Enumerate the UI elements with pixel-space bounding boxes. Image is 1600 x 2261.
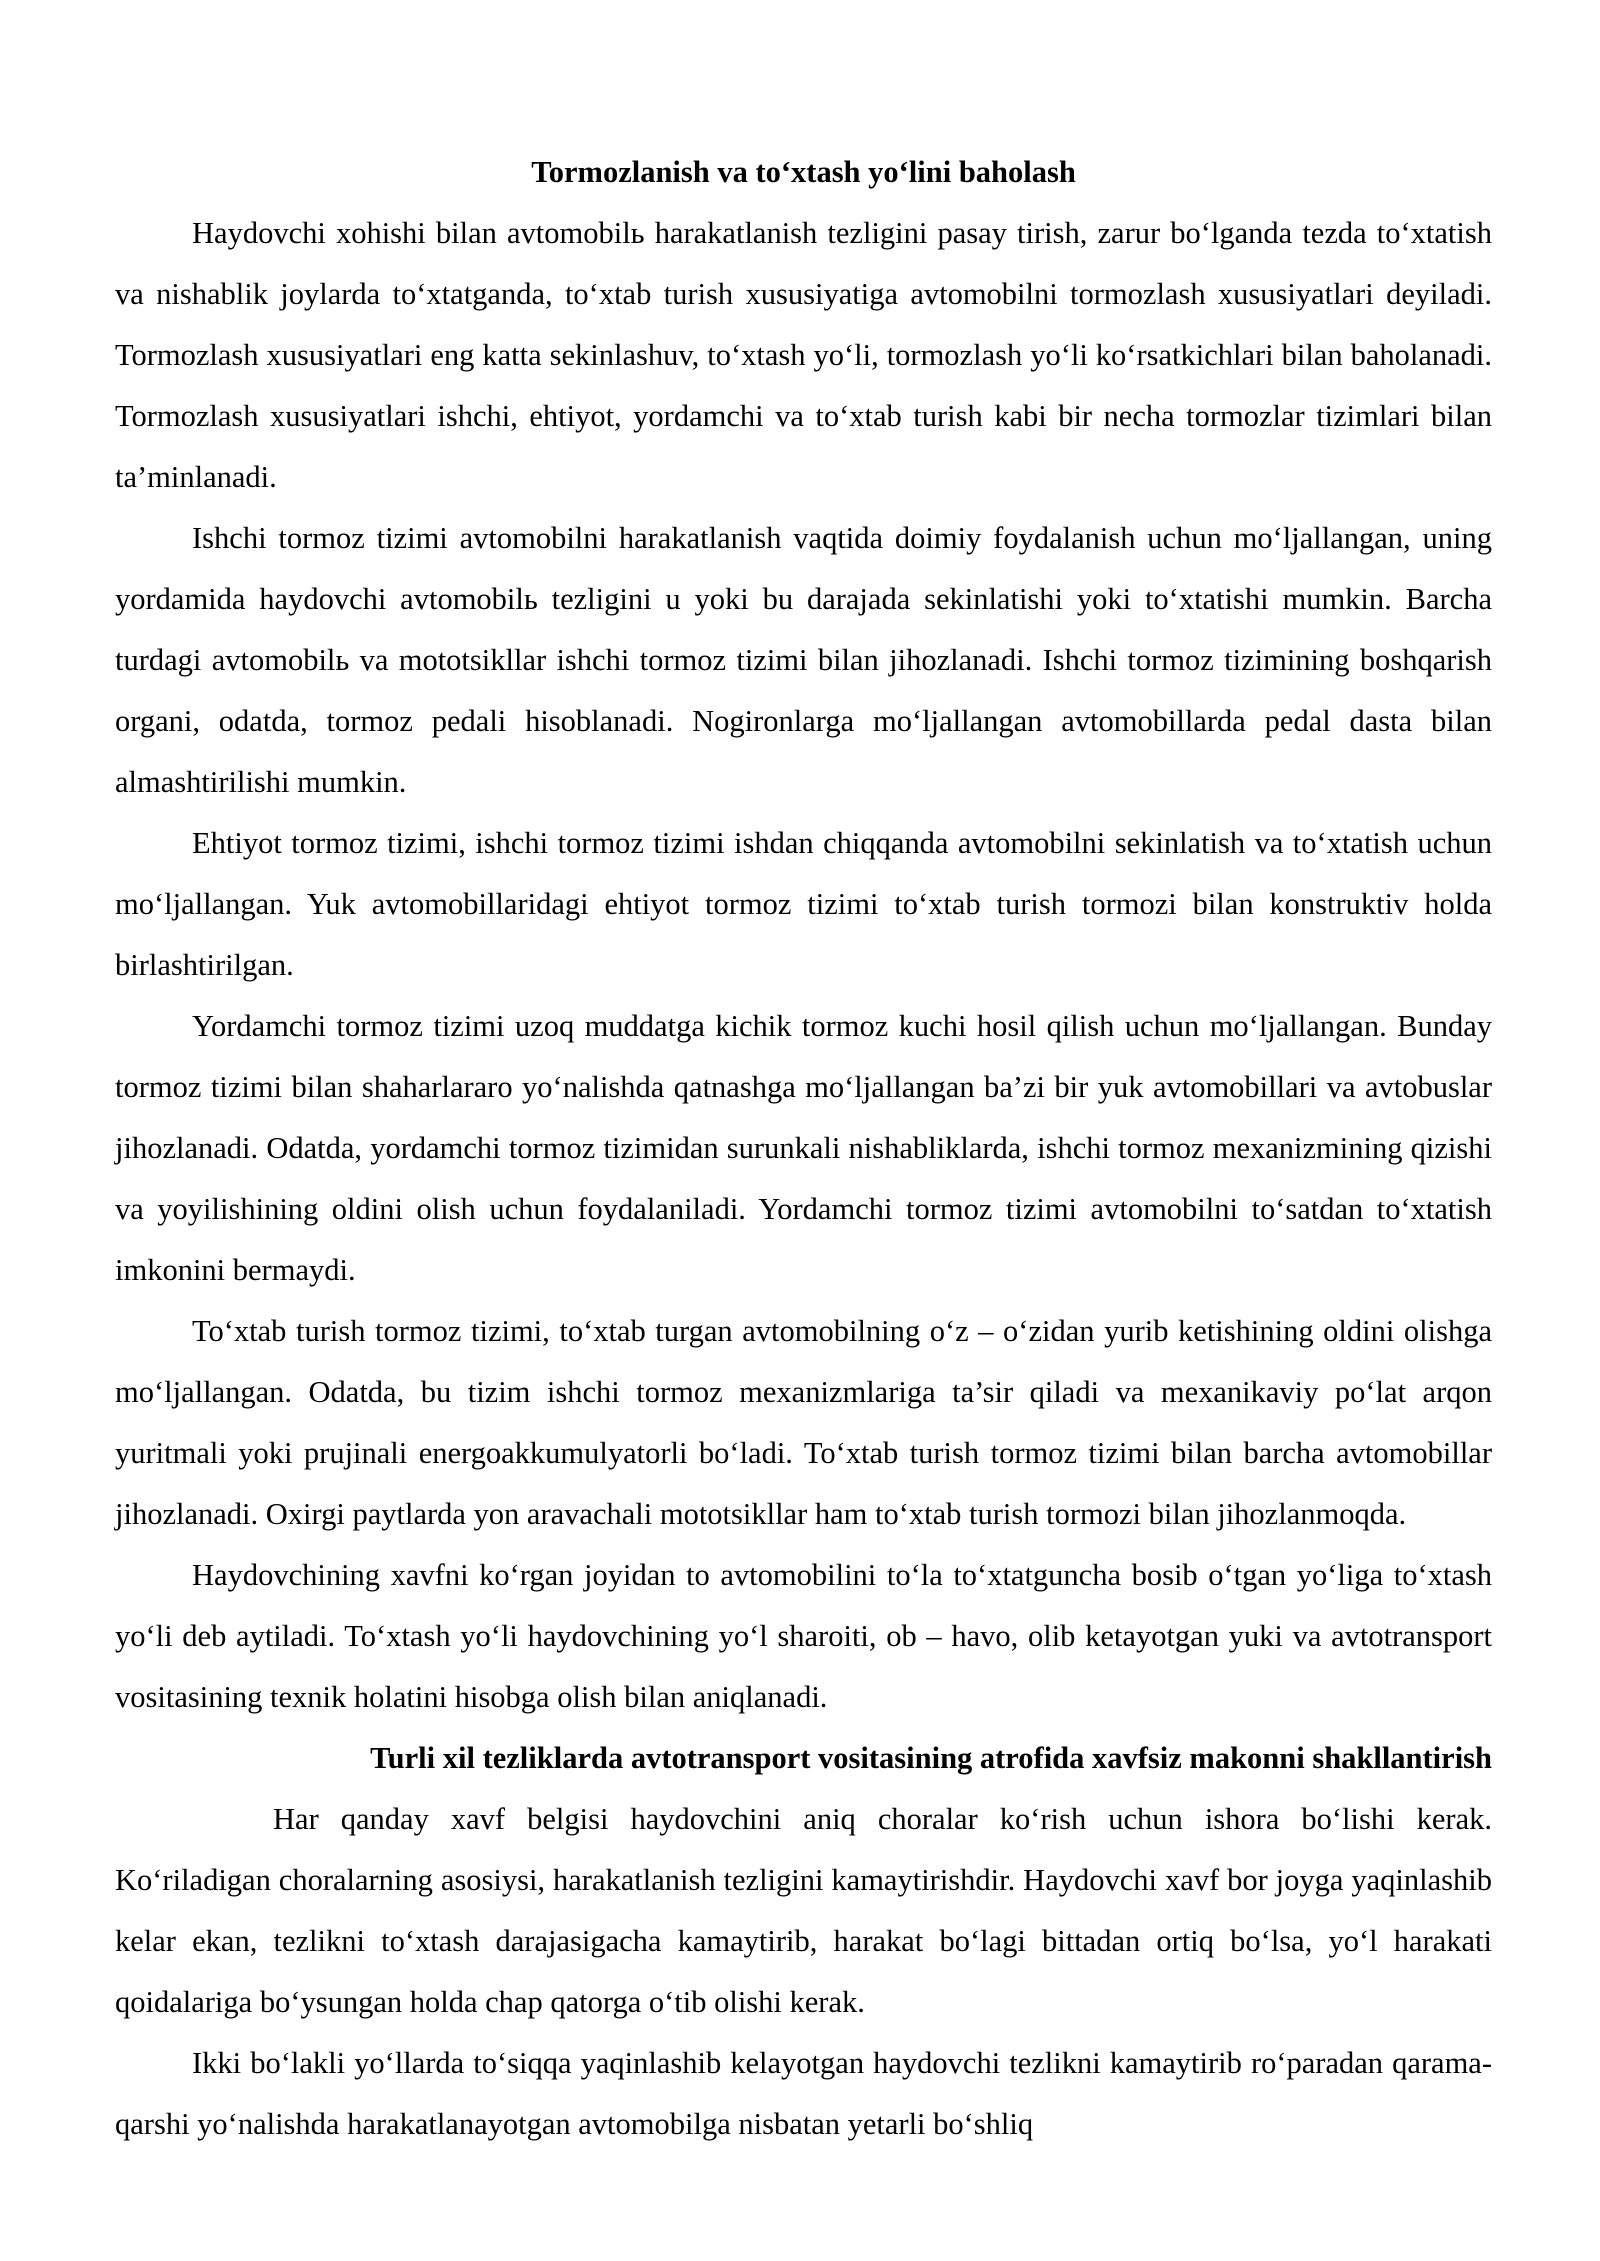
paragraph-braking-properties: Haydovchi xohishi bilan avtomobilь harakatlanish tezligini pasay tirish, zarur bo‘lganda tezda to‘xtatish va nishablik joylarda to‘xtatganda, to‘xtab turish xususiyatiga avtomobilni tormozlash xususiyatlari deyiladi. Tormozlash xususiyatlari eng katta sekinlashuv, to‘xtash yo‘li, tormozlash yo‘li ko‘rsatkichlari bilan baholanadi. Tormozlash xususiyatlari ishchi, ehtiyot, yordamchi va to‘xtab turish kabi bir necha tormozlar tizimlari bilan ta’minlanadi. (115, 216, 1492, 494)
paragraph-auxiliary-brake: Yordamchi tormoz tizimi uzoq muddatga kichik tormoz kuchi hosil qilish uchun mo‘ljallangan. Bunday tormoz tizimi bilan shaharlararo yo‘nalishda qatnashga mo‘ljallangan ba’zi bir yuk avtomobillari va avtobuslar jihozlanadi. Odatda, yordamchi tormoz tizimidan surunkali nishabliklarda, ishchi tormoz mexanizmining qizishi va yoyilishining oldini olish uchun foydalaniladi. Yordamchi tormoz tizimi avtomobilni to‘satdan to‘xtatish imkonini bermaydi. (115, 1009, 1492, 1287)
paragraph-danger-signs: Har qanday xavf belgisi haydovchini aniq choralar ko‘rish uchun ishora bo‘lishi kerak. Ko‘riladigan choralarning asosiysi, harakatlanish tezligini kamaytirishdir. Haydovchi xavf bor joyga yaqinlashib kelar ekan, tezlikni to‘xtash darajasigacha kamaytirib, harakat bo‘lagi bittadan ortiq bo‘lsa, yo‘l harakati qoidalariga bo‘ysungan holda chap qatorga o‘tib olishi kerak. (115, 1802, 1492, 2019)
paragraph-two-lane-roads: Ikki bo‘lakli yo‘llarda to‘siqqa yaqinlashib kelayotgan haydovchi tezlikni kamaytirib ro‘paradan qarama-qarshi yo‘nalishda harakatlanayotgan avtomobilga nisbatan yetarli bo‘shliq (115, 2046, 1492, 2141)
paragraph-emergency-brake: Ehtiyot tormoz tizimi, ishchi tormoz tizimi ishdan chiqqanda avtomobilni sekinlatish va to‘xtatish uchun mo‘ljallangan. Yuk avtomobillaridagi ehtiyot tormoz tizimi to‘xtab turish tormozi bilan konstruktiv holda birlashtirilgan. (115, 826, 1492, 982)
paragraph-service-brake: Ishchi tormoz tizimi avtomobilni harakatlanish vaqtida doimiy foydalanish uchun mo‘ljallangan, uning yordamida haydovchi avtomobilь tezligini u yoki bu darajada sekinlatishi yoki to‘xtatishi mumkin. Barcha turdagi avtomobilь va mototsikllar ishchi tormoz tizimi bilan jihozlanadi. Ishchi tormoz tizimining boshqarish organi, odatda, tormoz pedali hisoblanadi. Nogironlarga mo‘ljallangan avtomobillarda pedal dasta bilan almashtirilishi mumkin. (115, 521, 1492, 799)
paragraph-stopping-distance: Haydovchining xavfni ko‘rgan joyidan to avtomobilini to‘la to‘xtatguncha bosib o‘tgan yo‘liga to‘xtash yo‘li deb aytiladi. To‘xtash yo‘li haydovchining yo‘l sharoiti, ob – havo, olib ketayotgan yuki va avtotransport vositasining texnik holatini hisobga olish bilan aniqlanadi. (115, 1558, 1492, 1714)
paragraph-parking-brake: To‘xtab turish tormoz tizimi, to‘xtab turgan avtomobilning o‘z – o‘zidan yurib ketishining oldini olishga mo‘ljallangan. Odatda, bu tizim ishchi tormoz mexanizmlariga ta’sir qiladi va mexanikaviy po‘lat arqon yuritmali yoki prujinali energoakkumulyatorli bo‘ladi. To‘xtab turish tormoz tizimi bilan barcha avtomobillar jihozlanadi. Oxirgi paytlarda yon aravachali mototsikllar ham to‘xtab turish tormozi bilan jihozlanmoqda. (115, 1314, 1492, 1531)
section-heading-braking: Tormozlanish va to‘xtash yo‘lini baholash (531, 155, 1076, 189)
section-heading-safe-space: Turli xil tezliklarda avtotransport vositasining atrofida xavfsiz makonni shakllantirish (370, 1741, 1492, 1775)
